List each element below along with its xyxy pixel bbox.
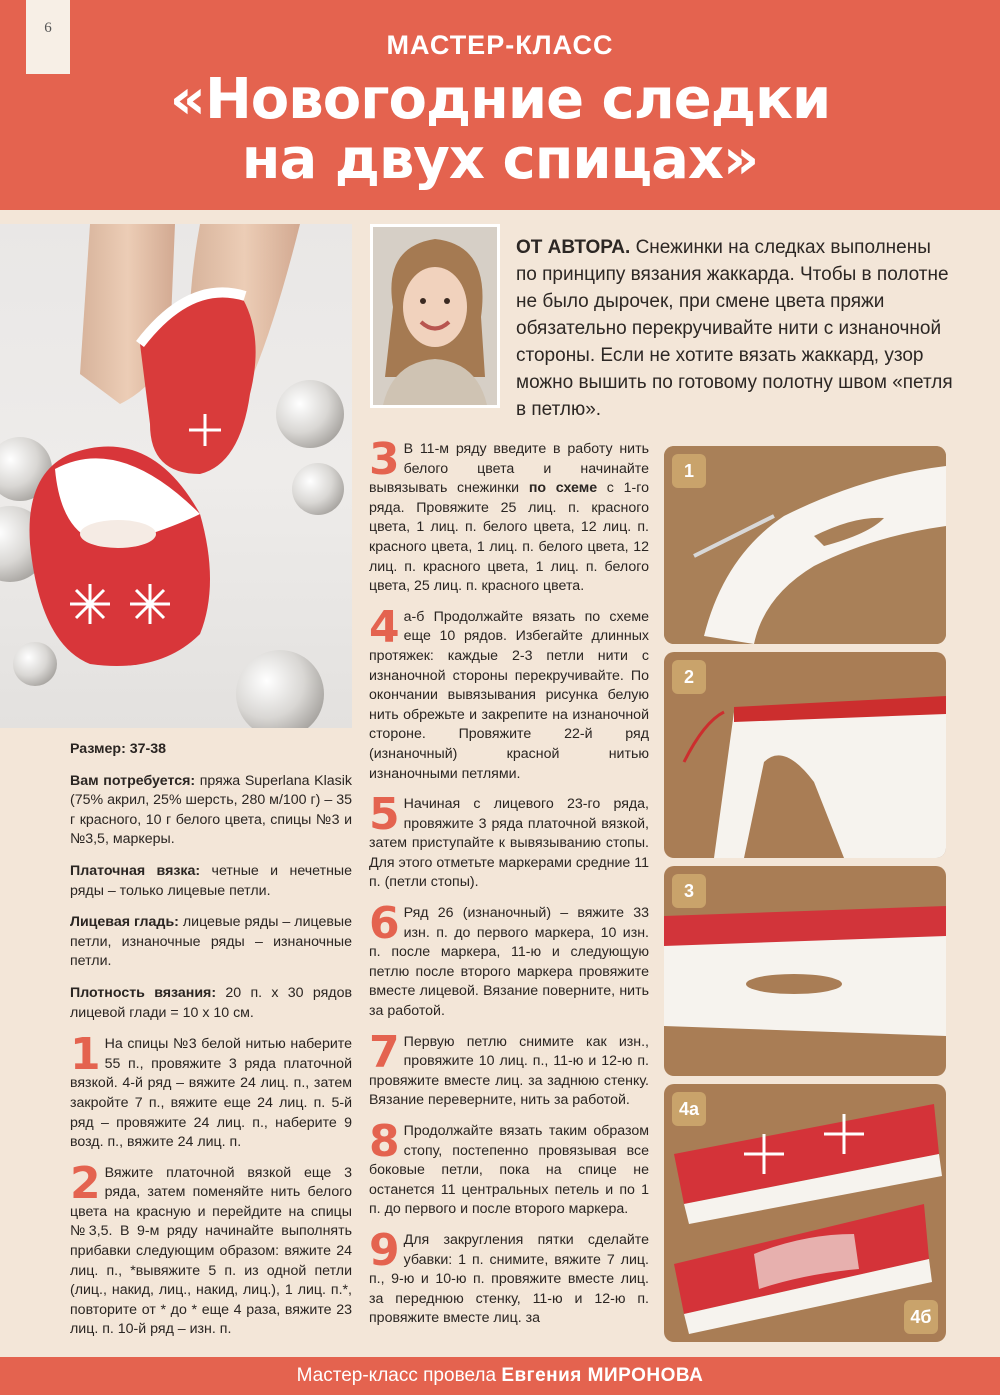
materials-text: пряжа Superlana Klasik (75% акрил, 25% шерсть, 280 м/100 г) – 35 г красного, 10 г белого цвета, спицы №3 и №3,5, маркеры. [70, 772, 352, 848]
step-text-a: В 11-м ряду введите в работу нить белого цвета и начинайте вывязывать снежинки [369, 441, 649, 497]
materials-label: Вам потребуется: [70, 772, 196, 789]
step-number: 9 [369, 1224, 400, 1276]
step-number: 7 [369, 1026, 400, 1078]
section-kicker: МАСТЕР-КЛАСС [386, 30, 614, 60]
steps-column [369, 434, 649, 1340]
step-text-bold: по схеме [528, 480, 598, 497]
garter-text: четные и нечетные ряды – только лицевые петли. [70, 862, 353, 899]
stockinette-label: Лицевая гладь: [70, 914, 179, 931]
step-photo-label: 4б [904, 1300, 938, 1334]
step-text: а-б Продолжайте вязать по схеме еще 10 рядов. Избегайте длинных протяжек: каждые 2-3 петли нити с изнаночной стороны перекручивайте. По окончании вывязывания рисунка белую нить обрежьте и закрепите на изнаночной стороне. Провяжите 22-й ряд (изнаночный) красной нитью изнаночными петлями. [369, 608, 649, 782]
step-5 [369, 789, 649, 893]
gauge-text: 20 п. х 30 рядов лицевой глади = 10 х 10 см. [70, 984, 352, 1021]
garter-label: Платочная вязка: [70, 862, 201, 879]
step-text: Первую петлю снимите как изн., провяжите 10 лиц. п., 11-ю и 12-ю п. провяжите вместе лиц. за заднюю стенку. Вязание переверните, нить за работой. [369, 1033, 649, 1109]
step-photo-label: 2 [672, 660, 706, 694]
step-2 [70, 1157, 352, 1340]
step-text-b: с 1-го ряда. Провяжите 25 лиц. п. красного цвета, 1 лиц. п. белого цвета, 12 лиц. п. красного цвета, 1 лиц. п. белого цвета, 12 лиц. п. красного цвета, 1 лиц. п. белого цвета, 25 лиц. п. красного цвета. [369, 480, 649, 595]
step-6 [369, 898, 649, 1022]
step-number: 3 [369, 434, 400, 485]
step-photo-3 [664, 866, 946, 1076]
author-note-text: Снежинки на следках выполнены по принципу вязания жаккарда. Чтобы в полотне не было дырочек, при смене цвета пряжи обязательно перекручивайте нити с изнаночной стороны. Если не хотите вязать жаккард, узор можно вышить по готовому полотну швом «петля в петлю». [516, 237, 953, 420]
stockinette-text: лицевые ряды – лицевые петли, изнаночные ряды – изнаночные петли. [70, 914, 352, 970]
size-label: Размер: 37-38 [70, 741, 167, 757]
step-number: 4 [369, 601, 400, 653]
author-note-lead: ОТ АВТОРА. [516, 237, 631, 258]
page-number: 6 [26, 0, 70, 74]
step-photo-2 [664, 652, 946, 858]
footer-author: Евгения МИРОНОВА [501, 1365, 704, 1386]
header-banner [0, 0, 1000, 210]
step-photo-label: 1 [672, 454, 706, 488]
step-7 [369, 1026, 649, 1111]
step-9 [369, 1224, 649, 1329]
footer-prefix: Мастер-класс провела [296, 1365, 502, 1386]
step-8 [369, 1116, 649, 1220]
step-photo-4 [664, 1084, 946, 1342]
step-4 [369, 601, 649, 784]
step-text: Вяжите платочной вязкой еще 3 ряда, затем поменяйте нить белого цвета на красную и перейдите на спицы №3,5. В 9-м ряду начинайте выполнять прибавки следующим образом: вяжите 24 лиц. п., *вывяжите 5 п. из одной петли (лиц., накид, лиц., накид, лиц.), 1 лиц. п.*, повторите от * до * еще 4 раза, вяжите 23 лиц. п. 10-й ряд – изн. п. [70, 1164, 352, 1338]
step-text: На спицы №3 белой нитью наберите 55 п., провяжите 3 ряда платочной вязкой. 4-й ряд – вяжите 24 лиц. п., затем закройте 7 п., вяжите еще 24 лиц. п. 5-й ряд – провяжите 24 лиц. п., наберите 9 возд. п., вяжите 24 лиц. п. [70, 1036, 352, 1151]
step-photo-1 [664, 446, 946, 644]
page-title [0, 67, 1000, 192]
author-note [516, 234, 956, 423]
step-number: 6 [369, 898, 400, 950]
title-line-1: «Новогодние следки [169, 67, 831, 132]
step-3 [369, 434, 649, 597]
title-line-2: на двух спицах» [241, 127, 759, 192]
footer-credit [0, 1357, 1000, 1395]
step-photo-label: 4а [672, 1092, 706, 1126]
step-photo-label: 3 [672, 874, 706, 908]
step-1 [70, 1029, 352, 1153]
step-text: Ряд 26 (изнаночный) – вяжите 33 изн. п. до первого маркера, 10 изн. п. после маркера, 11-ю и следующую петлю после второго маркера провяжите вместе лицевой. Вязание поверните, нить за работой. [369, 905, 649, 1020]
step-number: 5 [369, 789, 400, 841]
step-text: Продолжайте вязать таким образом стопу, постепенно провязывая все боковые петли, пока на спице не останется 11 центральных петель и по 1 п. до первого и после второго маркера. [369, 1123, 649, 1218]
step-number: 1 [70, 1029, 101, 1081]
step-text: Начиная с лицевого 23-го ряда, провяжите 3 ряда платочной вязкой, затем приступайте к вывязыванию стопы. Для этого отметьте маркерами средние 11 п. (петли стопы). [369, 796, 649, 891]
step-number: 2 [70, 1157, 101, 1209]
slippers-photo [0, 224, 352, 728]
step-number: 8 [369, 1116, 400, 1167]
specs-column [70, 740, 352, 1351]
author-portrait [370, 224, 500, 408]
gauge-label: Плотность вязания: [70, 984, 217, 1001]
step-text: Для закругления пятки сделайте убавки: 1 п. снимите, вяжите 7 лиц. п., 9-ю и 10-ю п. провяжите вместе лиц. за переднюю стенку, 11-ю и 12-ю п. провяжите вместе лиц. за [369, 1231, 649, 1327]
